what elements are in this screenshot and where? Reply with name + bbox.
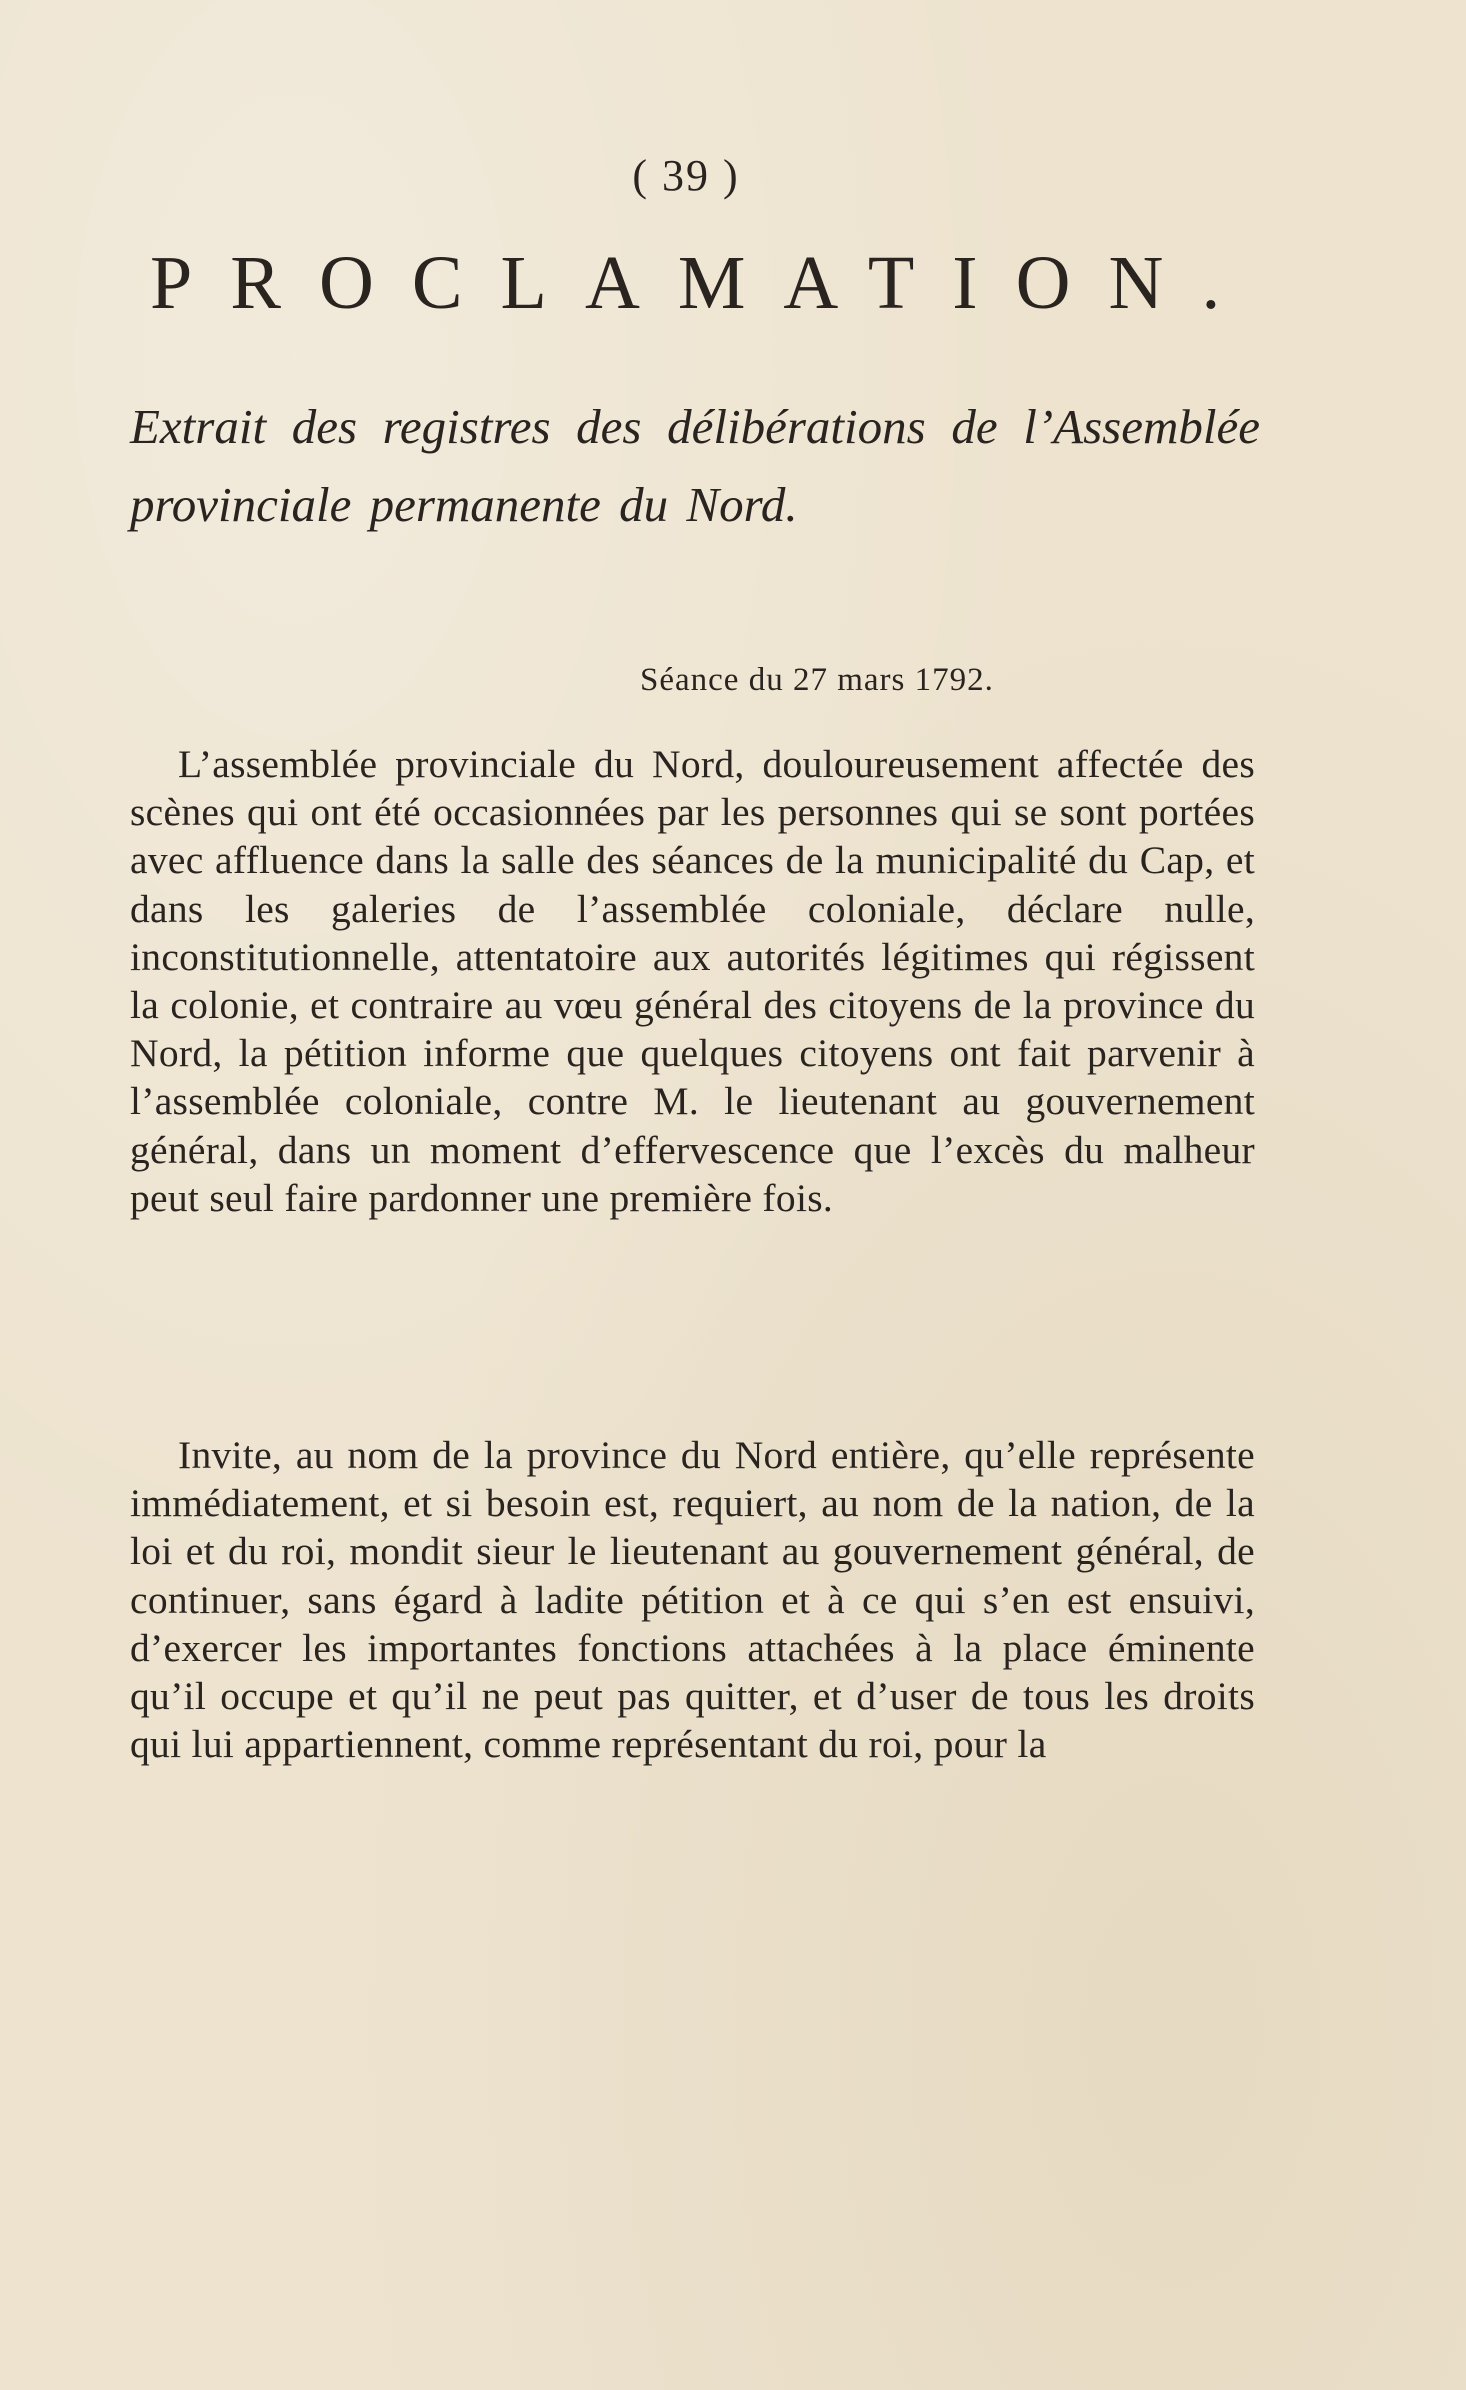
- page-number: ( 39 ): [632, 151, 740, 200]
- proclamation-title: PROCLAMATION.: [150, 241, 1259, 325]
- session-date: Séance du 27 mars 1792.: [640, 662, 994, 698]
- paragraph-2: Invite, au nom de la province du Nord entière, qu’elle représente immédiatement, et si besoin est, requiert, au nom de la nation, de la loi et du roi, mondit sieur le lieutenant au gouvernement général, de continuer, sans égard à ladite pétition et à ce qui s’en est ensuivi, d’exercer les importantes fonctions attachées à la place éminente qu’il occupe et qu’il ne peut pas quitter, et d’user de tous les droits qui lui appartiennent, comme représentant du roi, pour la: [130, 1433, 1255, 1767]
- paragraph-1: L’assemblée provinciale du Nord, douloureusement affectée des scènes qui ont été occasionnées par les personnes qui se sont portées avec affluence dans la salle des séances de la municipalité du Cap, et dans les galeries de l’assemblée coloniale, déclare nulle, inconstitutionnelle, attentatoire aux autorités légitimes qui régissent la colonie, et contraire au vœu général des citoyens de la province du Nord, la pétition informe que quelques citoyens ont fait parvenir à l’assemblée coloniale, contre M. le lieutenant au gouvernement général, dans un moment d’effervescence que l’excès du malheur peut seul faire pardonner une première fois.: [130, 742, 1255, 1220]
- subtitle: Extrait des registres des délibérations de l’Assemblée provinciale permanente du Nord.: [130, 399, 1260, 532]
